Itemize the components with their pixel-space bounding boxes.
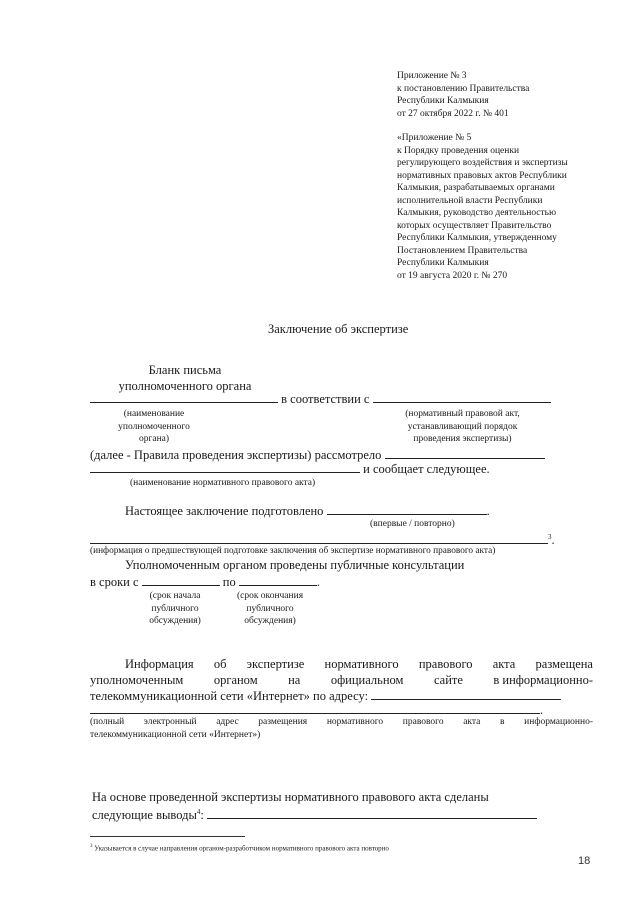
footnote: $^3$ Указывается в случае направления органом-разработчиком нормативного правового акта повторно: [90, 844, 389, 853]
row-reports: [90, 462, 490, 477]
info-line-1: Информация об экспертизе нормативного правового акта размещена: [125, 657, 593, 671]
header-line: Приложение № 3: [397, 71, 467, 81]
annex-line: к Порядку проведения оценки: [397, 145, 520, 156]
header-line: Республики Калмыкия: [397, 96, 489, 106]
consult-text: Уполномоченным органом проведены публичные консультации: [125, 558, 465, 572]
label-first-repeat: (впервые / повторно): [370, 519, 455, 529]
letterhead-line: Бланк письма: [148, 363, 222, 377]
conclusion-line-1: На основе проведенной экспертизы нормативного правового акта сделаны: [92, 790, 489, 804]
prepared-text: Настоящее заключение подготовлено: [125, 504, 324, 518]
row-terms: в сроки с по .: [90, 575, 320, 589]
annex-header: [397, 132, 568, 282]
act-name-field: [90, 471, 360, 473]
footnote-ref-4: 4: [196, 808, 201, 816]
document-title: Заключение об экспертизе: [268, 322, 409, 336]
prep-info-field: [90, 542, 548, 544]
letterhead-placeholder: [100, 362, 270, 394]
row-prep-info: $^3$.: [90, 530, 555, 548]
annex-line: Республики Калмыкия: [397, 258, 489, 268]
row-prepared: Настоящее заключение подготовлено .: [125, 504, 490, 518]
address-field-2: [90, 712, 540, 714]
annex-line: от 19 августа 2020 г. № 270: [397, 270, 508, 281]
annex-line: Республики Калмыкия, утвержденному: [397, 233, 557, 243]
annex-line: Калмыкия, разрабатываемых органами: [397, 183, 555, 193]
reviewed-field: [385, 457, 545, 459]
address-field: [371, 698, 561, 700]
label-address: (полный электронный адрес размещения нормативного правового акта в информационно-: [90, 717, 593, 727]
prepared-field: [327, 513, 487, 515]
procedure-act-field: [373, 401, 551, 403]
annex-line: исполнительной власти Республики: [397, 195, 543, 206]
label-term-end: (срок окончания публичного обсуждения): [236, 591, 304, 626]
compliance-text: в соответствии с: [281, 392, 370, 406]
header-line: к постановлению Правительства: [397, 83, 530, 94]
letterhead-line: уполномоченного органа: [118, 379, 252, 393]
row-reviewed: [90, 448, 545, 463]
annex-line: Постановлением Правительства: [397, 245, 528, 256]
label-org: (наименование уполномоченного органа): [118, 409, 190, 444]
address-line-2: .: [90, 703, 543, 718]
annex-line: Калмыкия, руководство деятельностью: [397, 208, 557, 218]
label-term-start: (срок начала публичного обсуждения): [149, 591, 201, 626]
approval-header: [397, 70, 529, 120]
row-compliance: [90, 392, 551, 407]
conclusions-field: [207, 817, 537, 819]
info-line-2: уполномоченным органом на официальном сайте в информационно-: [90, 673, 593, 687]
label-procedure-act: (нормативный правовой акт, устанавливающий порядок проведения экспертизы): [405, 409, 520, 444]
term-end-field: [239, 584, 317, 586]
footnote-divider: [90, 836, 245, 837]
annex-line: нормативных правовых актов Республики: [397, 170, 567, 181]
footnote-ref-3: 3: [548, 533, 552, 541]
annex-line: регулирующего воздействия и экспертизы: [397, 158, 568, 168]
header-line: от 27 октября 2022 г. № 401: [397, 108, 509, 119]
term-start-field: [142, 584, 220, 586]
label-address-2: телекоммуникационной сети «Интернет»): [90, 730, 261, 740]
reports-text: и сообщает следующее.: [363, 462, 490, 476]
label-prep-info: (информация о предшествующей подготовке заключения об экспертизе нормативного правового акта): [90, 546, 496, 556]
annex-line: которых осуществляет Правительство: [397, 220, 552, 231]
reviewed-text: (далее - Правила проведения экспертизы) рассмотрело: [90, 448, 382, 462]
annex-line: «Приложение № 5: [397, 133, 472, 143]
org-name-field: [90, 401, 278, 403]
page-number: 18: [578, 855, 591, 867]
conclusion-line-2: следующие выводы$^4$:: [92, 805, 537, 823]
label-act-name: (наименование нормативного правового акта): [130, 478, 316, 488]
info-line-3: телекоммуникационной сети «Интернет» по адресу:: [90, 689, 561, 704]
